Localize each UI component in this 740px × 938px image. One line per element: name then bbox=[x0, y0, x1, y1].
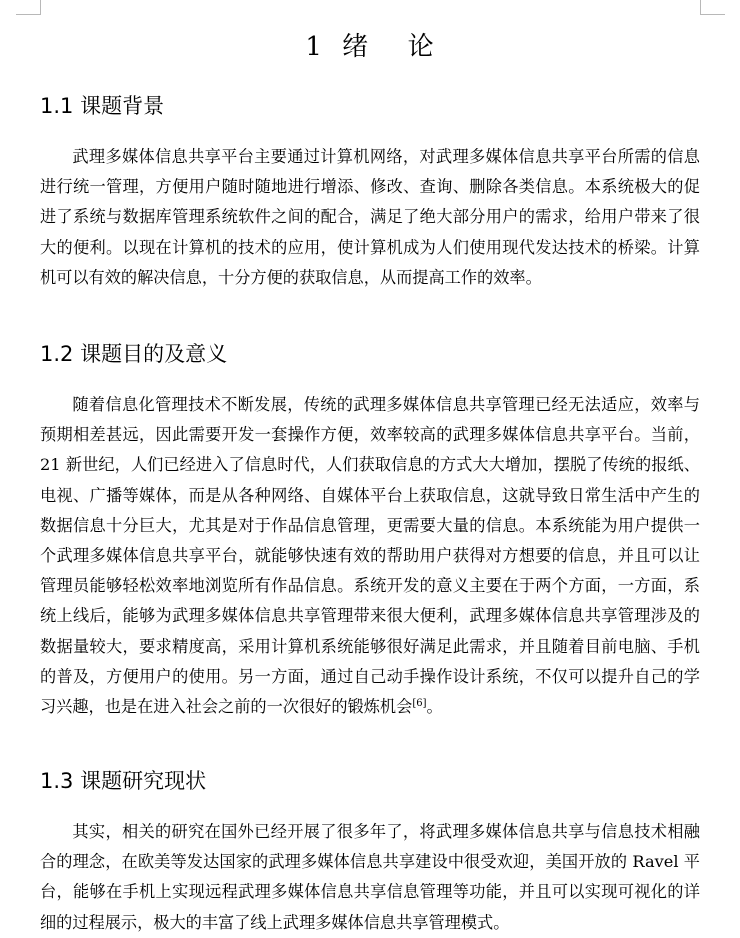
crop-mark-top-left bbox=[16, 0, 41, 15]
crop-mark-top-right bbox=[700, 0, 725, 15]
section-1-3-paragraph: 其实，相关的研究在国外已经开展了很多年了，将武理多媒体信息共享与信息技术相融合的理念，在欧美等发达国家的武理多媒体信息共享建设中很受欢迎，美国开放的 Ravel 平台，能够在手机上实现远程武理多媒体信息共享信息管理等功能，并且可以实现可视化的详细的过程展示，极大的丰富了线上武理多媒体信息共享管理模式。 bbox=[40, 822, 700, 932]
chapter-title: 1 绪 论 bbox=[305, 32, 435, 62]
citation-ref: [6] bbox=[412, 698, 427, 710]
section-1-2-paragraph bbox=[40, 390, 700, 722]
section-heading-1-3: 1.3 课题研究现状 bbox=[40, 769, 207, 793]
section-1-2-paragraph-text: 随着信息化管理技术不断发展，传统的武理多媒体信息共享管理已经无法适应，效率与预期相差甚远，因此需要开发一套操作方便，效率较高的武理多媒体信息共享平台。当前，21 新世纪，人们已经进入了信息时代，人们获取信息的方式大大增加，摆脱了传统的报纸、电视、广播等媒体，而是从各种网络、自媒体平台上获取信息，这就导致日常生活中产生的数据信息十分巨大，尤其是对于作品信息管理，更需要大量的信息。本系统能为用户提供一个武理多媒体信息共享平台，就能够快速有效的帮助用户获得对方想要的信息，并且可以让管理员能够轻松效率地浏览所有作品信息。系统开发的意义主要在于两个方面，一方面，系统上线后，能够为武理多媒体信息共享管理带来很大便利，武理多媒体信息共享管理涉及的数据量较大，要求精度高，采用计算机系统能够很好满足此需求，并且随着目前电脑、手机的普及，方便用户的使用。另一方面，通过自己动手操作设计系统，不仅可以提升自己的学习兴趣，也是在进入社会之前的一次很好的锻炼机会 bbox=[40, 395, 700, 717]
section-1-1-paragraph: 武理多媒体信息共享平台主要通过计算机网络，对武理多媒体信息共享平台所需的信息进行统一管理，方便用户随时随地进行增添、修改、查询、删除各类信息。本系统极大的促进了系统与数据库管理系统软件之间的配合，满足了绝大部分用户的需求，给用户带来了很大的便利。以现在计算机的技术的应用，使计算机成为人们使用现代发达技术的桥梁。计算机可以有效的解决信息，十分方便的获取信息，从而提高工作的效率。 bbox=[40, 147, 700, 287]
section-1-2-paragraph-end: 。 bbox=[426, 697, 443, 717]
section-heading-1-1: 1.1 课题背景 bbox=[40, 94, 165, 118]
section-heading-1-2: 1.2 课题目的及意义 bbox=[40, 342, 228, 366]
